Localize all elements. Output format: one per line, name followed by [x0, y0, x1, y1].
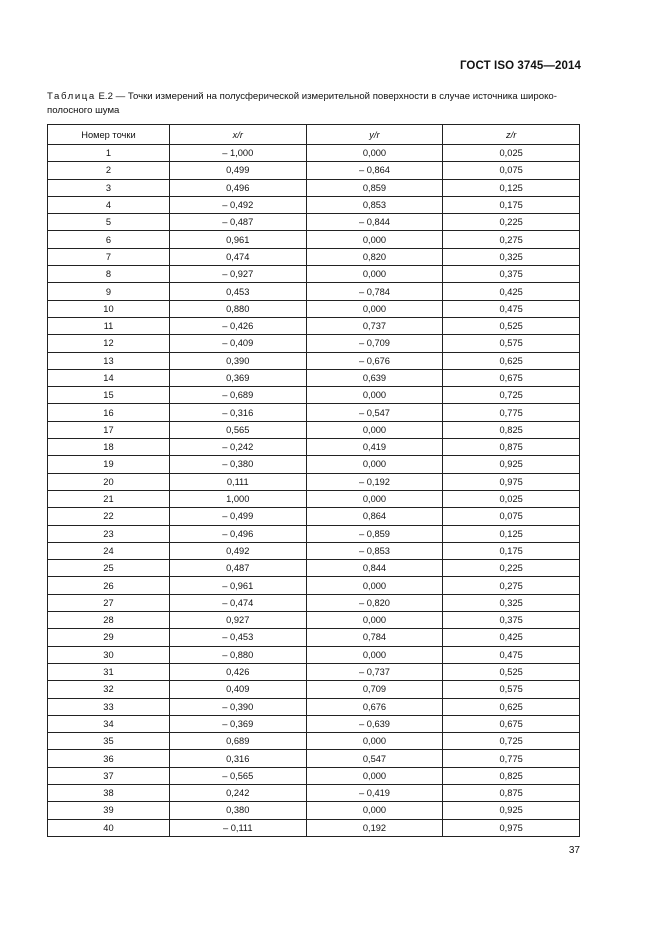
cell-x: 0,492: [169, 542, 306, 559]
cell-z: 0,025: [443, 145, 580, 162]
caption-text-line2: полосного шума: [47, 105, 120, 116]
cell-point-number: 16: [48, 404, 170, 421]
cell-y: – 0,844: [306, 214, 443, 231]
cell-x: – 0,390: [169, 698, 306, 715]
table-row: [48, 767, 580, 784]
cell-point-number: 38: [48, 784, 170, 801]
column-header-y: y/r: [306, 125, 443, 145]
cell-x: – 0,111: [169, 819, 306, 836]
cell-point-number: 27: [48, 594, 170, 611]
table-row: [48, 525, 580, 542]
table-row: [48, 266, 580, 283]
cell-z: 0,425: [443, 629, 580, 646]
cell-y: – 0,419: [306, 784, 443, 801]
cell-point-number: 35: [48, 733, 170, 750]
cell-point-number: 31: [48, 663, 170, 680]
cell-x: – 1,000: [169, 145, 306, 162]
cell-y: 0,676: [306, 698, 443, 715]
table-row: [48, 715, 580, 732]
cell-z: 0,125: [443, 179, 580, 196]
cell-point-number: 15: [48, 387, 170, 404]
cell-point-number: 22: [48, 508, 170, 525]
cell-x: – 0,426: [169, 317, 306, 334]
cell-y: 0,419: [306, 439, 443, 456]
cell-z: 0,325: [443, 594, 580, 611]
cell-x: – 0,242: [169, 439, 306, 456]
cell-x: 0,487: [169, 560, 306, 577]
cell-y: 0,000: [306, 733, 443, 750]
table-row: [48, 750, 580, 767]
cell-point-number: 30: [48, 646, 170, 663]
cell-z: 0,225: [443, 214, 580, 231]
cell-point-number: 11: [48, 317, 170, 334]
caption-label: Таблица: [47, 91, 96, 102]
table-row: [48, 145, 580, 162]
table-row: [48, 283, 580, 300]
cell-point-number: 23: [48, 525, 170, 542]
cell-point-number: 26: [48, 577, 170, 594]
cell-x: 0,111: [169, 473, 306, 490]
table-row: [48, 663, 580, 680]
cell-z: 0,925: [443, 456, 580, 473]
cell-point-number: 33: [48, 698, 170, 715]
cell-x: 0,316: [169, 750, 306, 767]
cell-x: 0,380: [169, 802, 306, 819]
cell-point-number: 19: [48, 456, 170, 473]
cell-z: 0,325: [443, 248, 580, 265]
table-row: [48, 629, 580, 646]
cell-z: 0,575: [443, 335, 580, 352]
cell-y: – 0,859: [306, 525, 443, 542]
cell-z: 0,625: [443, 352, 580, 369]
cell-point-number: 13: [48, 352, 170, 369]
cell-x: – 0,409: [169, 335, 306, 352]
cell-y: – 0,820: [306, 594, 443, 611]
cell-z: 0,675: [443, 369, 580, 386]
cell-point-number: 34: [48, 715, 170, 732]
cell-x: 0,689: [169, 733, 306, 750]
cell-y: 0,000: [306, 231, 443, 248]
cell-y: – 0,864: [306, 162, 443, 179]
cell-point-number: 4: [48, 196, 170, 213]
cell-y: 0,000: [306, 802, 443, 819]
table-row: [48, 594, 580, 611]
cell-y: 0,737: [306, 317, 443, 334]
measurement-points-table: [47, 124, 580, 837]
cell-x: – 0,496: [169, 525, 306, 542]
cell-y: 0,000: [306, 456, 443, 473]
cell-y: – 0,639: [306, 715, 443, 732]
table-row: [48, 196, 580, 213]
cell-y: 0,709: [306, 681, 443, 698]
table-row: [48, 352, 580, 369]
cell-y: – 0,192: [306, 473, 443, 490]
table-row: [48, 802, 580, 819]
cell-x: – 0,316: [169, 404, 306, 421]
cell-x: 0,409: [169, 681, 306, 698]
cell-point-number: 29: [48, 629, 170, 646]
column-header-x: x/r: [169, 125, 306, 145]
cell-point-number: 5: [48, 214, 170, 231]
cell-z: 0,625: [443, 698, 580, 715]
table-row: [48, 698, 580, 715]
cell-point-number: 25: [48, 560, 170, 577]
cell-x: 0,880: [169, 300, 306, 317]
cell-z: 0,175: [443, 196, 580, 213]
table-caption: [47, 90, 587, 118]
cell-point-number: 3: [48, 179, 170, 196]
cell-y: 0,000: [306, 145, 443, 162]
cell-y: 0,000: [306, 767, 443, 784]
cell-y: 0,000: [306, 421, 443, 438]
cell-z: 0,275: [443, 231, 580, 248]
cell-z: 0,025: [443, 490, 580, 507]
cell-z: 0,825: [443, 421, 580, 438]
cell-x: 0,390: [169, 352, 306, 369]
cell-x: – 0,380: [169, 456, 306, 473]
cell-point-number: 6: [48, 231, 170, 248]
cell-z: 0,825: [443, 767, 580, 784]
table-row: [48, 508, 580, 525]
cell-x: – 0,474: [169, 594, 306, 611]
table-row: [48, 317, 580, 334]
cell-y: 0,000: [306, 300, 443, 317]
cell-y: 0,000: [306, 612, 443, 629]
cell-y: 0,859: [306, 179, 443, 196]
cell-point-number: 40: [48, 819, 170, 836]
cell-z: 0,075: [443, 162, 580, 179]
cell-y: 0,000: [306, 387, 443, 404]
cell-x: – 0,689: [169, 387, 306, 404]
cell-z: 0,525: [443, 663, 580, 680]
caption-number: Е.2: [98, 91, 113, 102]
cell-x: – 0,369: [169, 715, 306, 732]
cell-x: 0,474: [169, 248, 306, 265]
cell-y: – 0,676: [306, 352, 443, 369]
cell-point-number: 12: [48, 335, 170, 352]
cell-x: 0,961: [169, 231, 306, 248]
cell-y: – 0,547: [306, 404, 443, 421]
cell-point-number: 32: [48, 681, 170, 698]
table-row: [48, 456, 580, 473]
table-row: [48, 369, 580, 386]
cell-z: 0,975: [443, 819, 580, 836]
table-header-row: [48, 125, 580, 145]
cell-z: 0,125: [443, 525, 580, 542]
cell-y: 0,853: [306, 196, 443, 213]
caption-text-line1: — Точки измерений на полусферической измерительной поверхности в случае источника широко-: [115, 91, 557, 102]
cell-z: 0,375: [443, 266, 580, 283]
cell-y: 0,000: [306, 646, 443, 663]
cell-z: 0,925: [443, 802, 580, 819]
table-row: [48, 439, 580, 456]
cell-point-number: 2: [48, 162, 170, 179]
table-row: [48, 335, 580, 352]
cell-y: 0,000: [306, 266, 443, 283]
cell-z: 0,375: [443, 612, 580, 629]
table-row: [48, 179, 580, 196]
page-number: 37: [568, 845, 580, 856]
cell-y: 0,784: [306, 629, 443, 646]
cell-point-number: 18: [48, 439, 170, 456]
cell-x: – 0,487: [169, 214, 306, 231]
table-row: [48, 819, 580, 836]
cell-x: 0,426: [169, 663, 306, 680]
cell-z: 0,475: [443, 300, 580, 317]
cell-point-number: 14: [48, 369, 170, 386]
column-header-point-number: Номер точки: [48, 125, 170, 145]
cell-point-number: 24: [48, 542, 170, 559]
cell-x: – 0,961: [169, 577, 306, 594]
cell-y: 0,000: [306, 490, 443, 507]
cell-x: 0,565: [169, 421, 306, 438]
cell-z: 0,725: [443, 733, 580, 750]
cell-z: 0,775: [443, 750, 580, 767]
cell-x: 0,369: [169, 369, 306, 386]
table-row: [48, 490, 580, 507]
table-row: [48, 473, 580, 490]
cell-x: 0,242: [169, 784, 306, 801]
table-row: [48, 733, 580, 750]
cell-z: 0,725: [443, 387, 580, 404]
table-row: [48, 681, 580, 698]
table-row: [48, 560, 580, 577]
cell-z: 0,525: [443, 317, 580, 334]
cell-z: 0,275: [443, 577, 580, 594]
cell-point-number: 7: [48, 248, 170, 265]
cell-x: – 0,927: [169, 266, 306, 283]
cell-y: 0,192: [306, 819, 443, 836]
table-row: [48, 162, 580, 179]
cell-point-number: 37: [48, 767, 170, 784]
table-row: [48, 300, 580, 317]
cell-point-number: 20: [48, 473, 170, 490]
cell-x: – 0,565: [169, 767, 306, 784]
cell-point-number: 17: [48, 421, 170, 438]
cell-z: 0,075: [443, 508, 580, 525]
cell-x: 0,453: [169, 283, 306, 300]
table-row: [48, 612, 580, 629]
table-row: [48, 387, 580, 404]
table-row: [48, 646, 580, 663]
cell-z: 0,975: [443, 473, 580, 490]
cell-x: 0,499: [169, 162, 306, 179]
cell-x: – 0,492: [169, 196, 306, 213]
cell-point-number: 10: [48, 300, 170, 317]
cell-y: – 0,709: [306, 335, 443, 352]
cell-y: 0,639: [306, 369, 443, 386]
cell-y: – 0,784: [306, 283, 443, 300]
cell-x: 0,496: [169, 179, 306, 196]
table-row: [48, 214, 580, 231]
column-header-z: z/r: [443, 125, 580, 145]
cell-y: 0,820: [306, 248, 443, 265]
table-row: [48, 404, 580, 421]
cell-y: 0,844: [306, 560, 443, 577]
table-row: [48, 248, 580, 265]
cell-y: 0,547: [306, 750, 443, 767]
cell-point-number: 28: [48, 612, 170, 629]
table-row: [48, 577, 580, 594]
cell-point-number: 8: [48, 266, 170, 283]
cell-y: – 0,853: [306, 542, 443, 559]
table-row: [48, 784, 580, 801]
cell-y: – 0,737: [306, 663, 443, 680]
cell-z: 0,475: [443, 646, 580, 663]
cell-x: 1,000: [169, 490, 306, 507]
table-row: [48, 231, 580, 248]
cell-point-number: 1: [48, 145, 170, 162]
cell-z: 0,775: [443, 404, 580, 421]
cell-point-number: 36: [48, 750, 170, 767]
table-row: [48, 421, 580, 438]
table-body: [48, 145, 580, 837]
table-row: [48, 542, 580, 559]
cell-point-number: 39: [48, 802, 170, 819]
cell-z: 0,875: [443, 439, 580, 456]
cell-point-number: 9: [48, 283, 170, 300]
document-id-header: ГОСТ ISO 3745—2014: [459, 60, 581, 72]
cell-z: 0,175: [443, 542, 580, 559]
cell-y: 0,864: [306, 508, 443, 525]
cell-x: 0,927: [169, 612, 306, 629]
cell-z: 0,425: [443, 283, 580, 300]
cell-x: – 0,453: [169, 629, 306, 646]
cell-z: 0,875: [443, 784, 580, 801]
cell-x: – 0,499: [169, 508, 306, 525]
cell-y: 0,000: [306, 577, 443, 594]
cell-z: 0,575: [443, 681, 580, 698]
cell-x: – 0,880: [169, 646, 306, 663]
cell-z: 0,675: [443, 715, 580, 732]
cell-point-number: 21: [48, 490, 170, 507]
cell-z: 0,225: [443, 560, 580, 577]
